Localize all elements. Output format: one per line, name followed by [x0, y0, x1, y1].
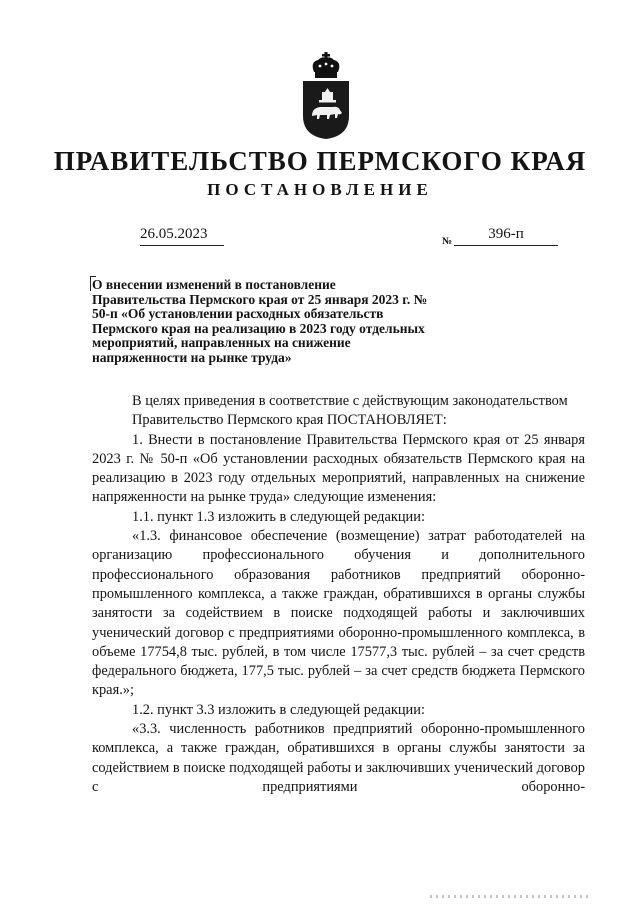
item-1-3-text-paragraph: «1.3. финансовое обеспечение (возмещение) затрат работодателей на организацию профессионального обучения и дополнительного профессионального образования работников предприятий оборонно-промышленного комплекса, а также граждан, обратившихся в органы службы занятости за содействием в поиске подходящей работы и заключивших ученический договор с предприятиями оборонно-промышленного комплекса, в объеме 17754,8 тыс. рублей, в том числе 17577,3 тыс. рублей – за счет средств федерального бюджета, 177,5 тыс. рублей – за счет средств бюджета Пермского края.»;: [92, 528, 585, 699]
document-date: 26.05.2023: [140, 226, 224, 246]
item-1-2-paragraph: 1.2. пункт 3.3 изложить в следующей редакции:: [132, 701, 425, 718]
resolution-paragraph: Правительство Пермского края ПОСТАНОВЛЯЕТ:: [132, 412, 447, 429]
perm-krai-coat-of-arms-icon: [300, 52, 352, 140]
crown-icon: [313, 52, 340, 78]
document-number: 396-п: [454, 226, 558, 246]
item-1-paragraph: 1. Внести в постановление Правительства Пермского края от 25 января 2023 г. № 50-п «Об установлении расходных обязательств Пермского края на реализацию в 2023 году отдельных мероприятий, направленных на снижение напряженности на рынке труда» следующие изменения:: [92, 431, 585, 506]
document-type: ПОСТАНОВЛЕНИЕ: [207, 180, 433, 199]
number-label: №: [442, 236, 453, 247]
item-1-1-paragraph: 1.1. пункт 1.3 изложить в следующей редакции:: [132, 508, 425, 525]
document-subject: О внесении изменений в постановление Правительства Пермского края от 25 января 2023 г. № 50-п «Об установлении расходных обязательств Пермского края на реализацию в 2023 году отдельных мероприятий, направленных на снижение напряженности на рынке труда»: [92, 277, 428, 365]
preamble-paragraph: В целях приведения в соответствие с действующим законодательством: [132, 393, 568, 409]
item-3-3-text-paragraph: «3.3. численность работников предприятий оборонно-промышленного комплекса, а также граждан, обратившихся в органы службы занятости за содействием в поиске подходящей работы и заключивших ученический договор с предприятиями оборонно-: [92, 721, 585, 795]
government-title: ПРАВИТЕЛЬСТВО ПЕРМСКОГО КРАЯ: [53, 146, 587, 176]
document-body: [92, 392, 585, 797]
scan-artifact: [430, 895, 590, 898]
